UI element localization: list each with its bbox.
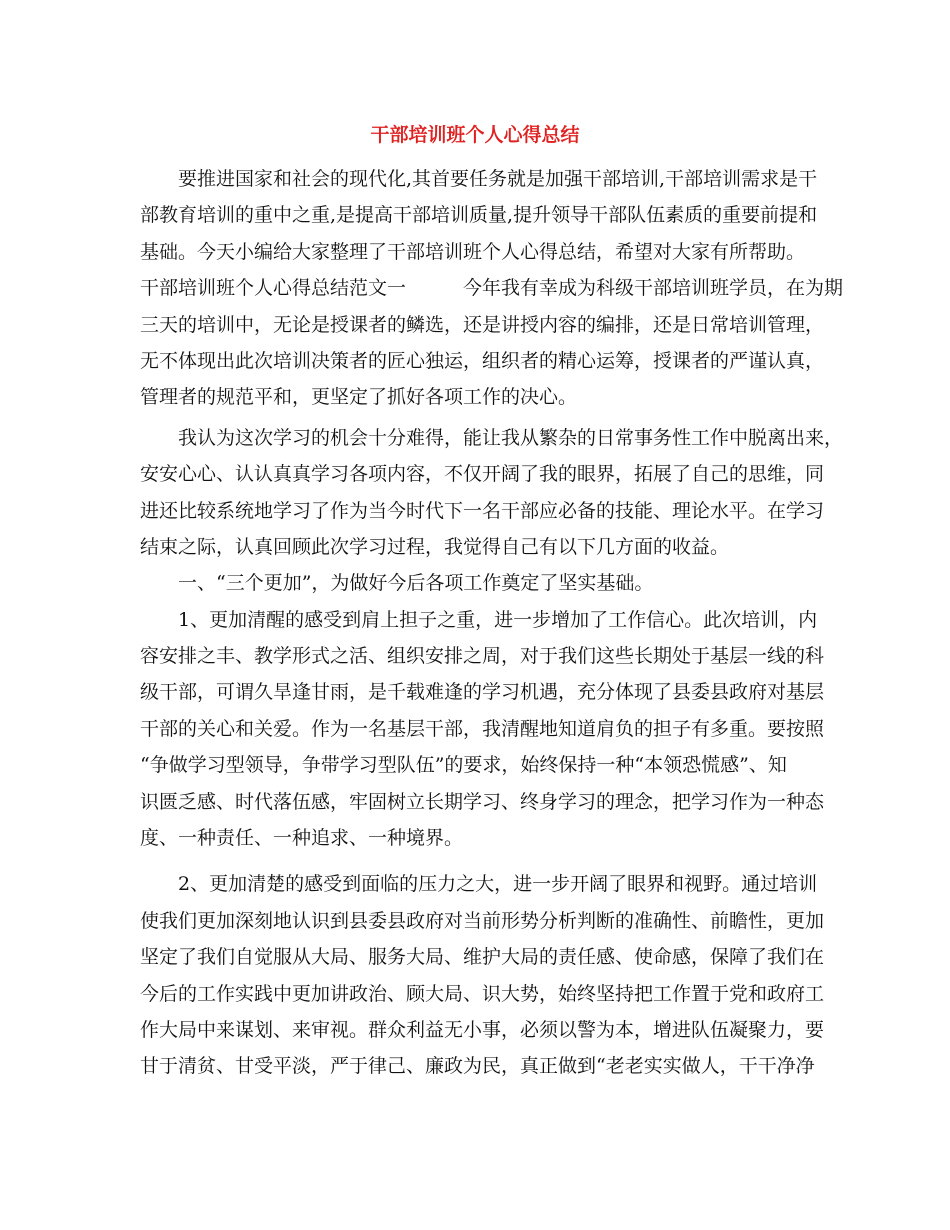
body-line: 坚定了我们自觉服从大局、服务大局、维护大局的责任感、使命感，保障了我们在: [140, 946, 825, 969]
body-line: 识匮乏感、时代落伍感，牢固树立长期学习、终身学习的理念，把学习作为一种态: [140, 790, 825, 813]
body-line: 1、更加清醒的感受到肩上担子之重，进一步增加了工作信心。此次培训，内: [140, 608, 818, 631]
body-line: 结束之际，认真回顾此次学习过程，我觉得自己有以下几方面的收益。: [140, 535, 730, 558]
body-line: 基础。今天小编给大家整理了干部培训班个人心得总结，希望对大家有所帮助。: [140, 240, 806, 263]
body-line: 今后的工作实践中更加讲政治、顾大局、识大势，始终坚持把工作置于党和政府工: [140, 982, 825, 1005]
body-line: 进还比较系统地学习了作为当今时代下一名干部应必备的技能、理论水平。在学习: [140, 499, 825, 522]
body-line: 作大局中来谋划、来审视。群众利益无小事，必须以警为本，增进队伍凝聚力，要: [140, 1018, 825, 1041]
body-line: 一、“三个更加”，为做好今后各项工作奠定了坚实基础。: [140, 572, 654, 595]
body-line: 无不体现出此次培训决策者的匠心独运，组织者的精心运筹，授课者的严谨认真，: [140, 349, 825, 372]
body-line: 容安排之丰、教学形式之活、组织安排之周，对于我们这些长期处于基层一线的科: [140, 645, 825, 668]
body-line: 部教育培训的重中之重,是提高干部培训质量,提升领导干部队伍素质的重要前提和: [140, 204, 818, 227]
body-line: 要推进国家和社会的现代化,其首要任务就是加强干部培训,干部培训需求是干: [140, 168, 818, 190]
body-line: 甘于清贫、甘受平淡，严于律己、廉政为民，真正做到“老老实实做人，干干净净: [140, 1055, 815, 1078]
document-title: 干部培训班个人心得总结: [370, 124, 580, 146]
body-line: 级干部，可谓久旱逢甘雨，是千载难逢的学习机遇，充分体现了县委县政府对基层: [140, 681, 825, 704]
document-body: [140, 161, 844, 1085]
body-line: 使我们更加深刻地认识到县委县政府对当前形势分析判断的准确性、前瞻性，更加: [140, 909, 825, 932]
body-line: 三天的培训中，无论是授课者的鳞选，还是讲授内容的编排，还是日常培训管理，: [140, 313, 825, 336]
body-line: “争做学习型领导，争带学习型队伍”的要求，始终保持一种“本领恐慌感”、知: [140, 754, 787, 777]
body-line: 度、一种责任、一种追求、一种境界。: [140, 827, 464, 850]
body-line: 2、更加清楚的感受到面临的压力之大，进一步开阔了眼界和视野。通过培训: [140, 873, 818, 896]
body-line: 安安心心、认认真真学习各项内容，不仅开阔了我的眼界，拓展了自己的思维，同: [140, 463, 825, 486]
body-line: 干部培训班个人心得总结范文一 今年我有幸成为科级干部培训班学员，在为期: [140, 277, 844, 300]
body-line: 管理者的规范平和，更坚定了抓好各项工作的决心。: [140, 386, 578, 409]
body-line: 干部的关心和关爱。作为一名基层干部，我清醒地知道肩负的担子有多重。要按照: [140, 717, 825, 740]
body-line: 我认为这次学习的机会十分难得，能让我从繁杂的日常事务性工作中脱离出来，: [140, 426, 844, 449]
